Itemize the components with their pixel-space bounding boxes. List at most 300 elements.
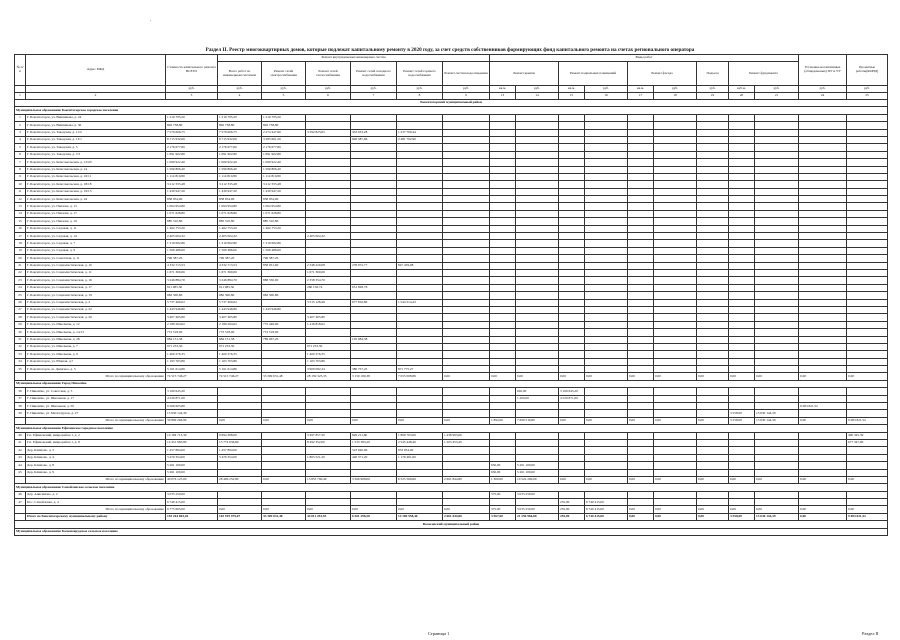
row-number: 9 bbox=[15, 173, 26, 180]
value-cell: 650,00 bbox=[490, 462, 516, 469]
value-cell bbox=[697, 114, 729, 121]
value-cell bbox=[397, 491, 443, 498]
address-cell: Г. Бокситогорск, ул. Павлова, д. 19 bbox=[26, 218, 166, 225]
address-cell: Итого по Бокситогорскому муниципальному району bbox=[26, 513, 166, 520]
value-cell bbox=[755, 454, 799, 461]
value-cell bbox=[490, 499, 516, 506]
value-cell bbox=[306, 136, 351, 143]
value-cell bbox=[443, 366, 490, 373]
address-cell: Г. Бокситогорск, ул. Вишнякова, д. 24 bbox=[26, 114, 166, 121]
address-cell: Г. Бокситогорск, ул. Комсомольская, д. 19/13 bbox=[26, 188, 166, 195]
value-cell: 3 212 335,48 bbox=[218, 181, 262, 188]
value-cell bbox=[628, 136, 654, 143]
value-cell bbox=[490, 439, 516, 446]
row-number: 8 bbox=[15, 166, 26, 173]
value-cell bbox=[628, 284, 654, 291]
value-cell: 0,00 bbox=[443, 373, 490, 380]
value-cell: 0,00 bbox=[654, 476, 697, 483]
table-row bbox=[15, 454, 888, 461]
value-cell bbox=[397, 196, 443, 203]
value-cell: 796 387,20 bbox=[218, 255, 262, 262]
value-cell: 0,00 bbox=[799, 417, 847, 424]
column-number-cell: 9 bbox=[443, 93, 490, 100]
table-row bbox=[15, 129, 888, 136]
value-cell: 1 114 810,80 bbox=[218, 173, 262, 180]
value-cell bbox=[490, 321, 516, 328]
value-cell: 10 522 200,00 bbox=[516, 476, 559, 483]
table-row bbox=[15, 299, 888, 306]
value-cell bbox=[516, 210, 559, 217]
value-cell bbox=[755, 122, 799, 129]
value-cell bbox=[585, 210, 628, 217]
value-cell: 858 954,00 bbox=[166, 196, 218, 203]
header-roof: Ремонт крыши bbox=[490, 62, 559, 86]
value-cell bbox=[799, 233, 847, 240]
value-cell bbox=[847, 255, 888, 262]
value-cell bbox=[654, 181, 697, 188]
value-cell bbox=[654, 151, 697, 158]
value-cell bbox=[697, 439, 729, 446]
value-cell bbox=[585, 462, 628, 469]
value-cell bbox=[654, 114, 697, 121]
value-cell: 0,00 bbox=[628, 476, 654, 483]
value-cell: 10 184 713,39 bbox=[166, 432, 218, 439]
value-cell bbox=[729, 491, 755, 498]
value-cell bbox=[755, 469, 799, 476]
value-cell bbox=[799, 240, 847, 247]
header-meters: Установка коллективных (общедомовых) ПУ и УУ bbox=[799, 55, 847, 86]
value-cell: 1 219 795,20 bbox=[218, 114, 262, 121]
value-cell: 1 400 276,35 bbox=[218, 351, 262, 358]
value-cell bbox=[729, 173, 755, 180]
value-cell bbox=[847, 329, 888, 336]
value-cell bbox=[262, 299, 306, 306]
value-cell: 1 569 486,00 bbox=[166, 247, 218, 254]
value-cell: 1 237 700,44 bbox=[397, 129, 443, 136]
value-cell bbox=[559, 203, 585, 210]
address-cell: Г. Бокситогорск, ул. Комсомольская, д. 13/20 bbox=[26, 159, 166, 166]
value-cell bbox=[306, 395, 351, 402]
value-cell: 3 407 465,80 bbox=[218, 314, 262, 321]
table-row bbox=[15, 151, 888, 158]
table-row bbox=[15, 122, 888, 129]
value-cell bbox=[755, 366, 799, 373]
value-cell bbox=[654, 218, 697, 225]
value-cell bbox=[755, 218, 799, 225]
value-cell bbox=[628, 166, 654, 173]
value-cell bbox=[697, 196, 729, 203]
value-cell: 74 515 746,27 bbox=[166, 373, 218, 380]
value-cell bbox=[306, 196, 351, 203]
value-cell bbox=[847, 284, 888, 291]
value-cell bbox=[443, 292, 490, 299]
value-cell bbox=[755, 329, 799, 336]
value-cell bbox=[628, 314, 654, 321]
unit-cell: руб. bbox=[516, 86, 559, 93]
value-cell bbox=[628, 366, 654, 373]
value-cell bbox=[262, 403, 306, 410]
value-cell bbox=[516, 262, 559, 269]
value-cell: 0,00 bbox=[847, 506, 888, 513]
value-cell bbox=[654, 403, 697, 410]
address-cell: Г. Бокситогорск, ул. Заводская, д. 7/2 bbox=[26, 151, 166, 158]
value-cell: 14 180 558,46 bbox=[397, 513, 443, 520]
section-row bbox=[15, 425, 888, 432]
table-row bbox=[15, 447, 888, 454]
value-cell: 33 309 031,48 bbox=[262, 373, 306, 380]
value-cell bbox=[755, 388, 799, 395]
value-cell: 1 060 922,40 bbox=[166, 159, 218, 166]
value-cell: 0,00 bbox=[490, 373, 516, 380]
value-cell: 772 518,00 bbox=[262, 329, 306, 336]
value-cell bbox=[847, 144, 888, 151]
row-number: 35 bbox=[15, 366, 26, 373]
table-row bbox=[15, 432, 888, 439]
table-row bbox=[15, 262, 888, 269]
table-row bbox=[15, 388, 888, 395]
value-cell: 871 775,27 bbox=[397, 366, 443, 373]
value-cell: 4 332 713,53 bbox=[218, 262, 262, 269]
unit-cell: руб. bbox=[654, 86, 697, 93]
value-cell bbox=[516, 284, 559, 291]
value-cell bbox=[729, 329, 755, 336]
column-number-cell: 19 bbox=[697, 93, 729, 100]
row-number: 10 bbox=[15, 181, 26, 188]
value-cell bbox=[729, 358, 755, 365]
value-cell: 6 740 415,00 bbox=[585, 499, 628, 506]
value-cell: 8 492 352,00 bbox=[306, 439, 351, 446]
value-cell bbox=[397, 247, 443, 254]
value-cell: 7 579 606,75 bbox=[218, 129, 262, 136]
value-cell bbox=[262, 462, 306, 469]
address-cell: Г. Бокситогорск, ул. Социалистическая, д. 26 bbox=[26, 314, 166, 321]
value-cell bbox=[654, 122, 697, 129]
value-cell bbox=[799, 262, 847, 269]
value-cell: 0,00 bbox=[729, 506, 755, 513]
value-cell: 0,00 bbox=[654, 506, 697, 513]
value-cell: 971 233,30 bbox=[218, 343, 262, 350]
value-cell bbox=[397, 151, 443, 158]
value-cell bbox=[443, 203, 490, 210]
value-cell: 30 899 266,99 bbox=[166, 417, 218, 424]
value-cell bbox=[654, 188, 697, 195]
value-cell: 3 035 250,00 bbox=[516, 491, 559, 498]
value-cell bbox=[490, 388, 516, 395]
value-cell bbox=[697, 388, 729, 395]
value-cell: 971 233,30 bbox=[306, 343, 351, 350]
value-cell: 1 569 486,00 bbox=[262, 247, 306, 254]
value-cell: 5 261 100,00 bbox=[166, 462, 218, 469]
value-cell bbox=[516, 439, 559, 446]
value-cell bbox=[559, 410, 585, 417]
value-cell bbox=[847, 203, 888, 210]
value-cell bbox=[443, 329, 490, 336]
value-cell bbox=[443, 129, 490, 136]
value-cell bbox=[654, 166, 697, 173]
value-cell bbox=[697, 218, 729, 225]
value-cell bbox=[559, 122, 585, 129]
value-cell: 0,00 bbox=[443, 506, 490, 513]
value-cell: 6 740 415,00 bbox=[166, 499, 218, 506]
value-cell: 40 076 125,00 bbox=[166, 476, 218, 483]
value-cell bbox=[490, 196, 516, 203]
value-cell bbox=[799, 343, 847, 350]
value-cell bbox=[397, 351, 443, 358]
value-cell bbox=[351, 269, 397, 276]
value-cell bbox=[755, 188, 799, 195]
value-cell: 858 051,60 bbox=[262, 262, 306, 269]
value-cell bbox=[755, 321, 799, 328]
value-cell bbox=[490, 269, 516, 276]
value-cell bbox=[490, 343, 516, 350]
value-cell: 1 892,00 bbox=[490, 417, 516, 424]
row-number: 16 bbox=[15, 225, 26, 232]
value-cell: 3 407 465,80 bbox=[306, 314, 351, 321]
value-cell bbox=[559, 233, 585, 240]
address-cell: Г. Бокситогорск, ул. Павлова, д. 17 bbox=[26, 210, 166, 217]
value-cell bbox=[799, 196, 847, 203]
value-cell: 971 233,30 bbox=[166, 343, 218, 350]
row-number: 30 bbox=[15, 329, 26, 336]
value-cell: 1 203 453,20 bbox=[443, 439, 490, 446]
section-row bbox=[15, 528, 888, 535]
value-cell bbox=[847, 462, 888, 469]
value-cell bbox=[729, 277, 755, 284]
value-cell bbox=[847, 225, 888, 232]
value-cell: 1 599 806,40 bbox=[262, 166, 306, 173]
value-cell: 1 599 806,40 bbox=[166, 166, 218, 173]
value-cell: 0,00 bbox=[697, 373, 729, 380]
value-cell bbox=[585, 233, 628, 240]
value-cell bbox=[516, 454, 559, 461]
value-cell bbox=[847, 166, 888, 173]
value-cell bbox=[654, 499, 697, 506]
value-cell bbox=[697, 299, 729, 306]
value-cell bbox=[697, 247, 729, 254]
value-cell bbox=[443, 159, 490, 166]
value-cell bbox=[628, 210, 654, 217]
value-cell bbox=[697, 358, 729, 365]
value-cell bbox=[755, 203, 799, 210]
header-basement: Ремонт подвальных помещений bbox=[559, 62, 628, 86]
value-cell: 255,00 bbox=[559, 513, 585, 520]
value-cell bbox=[799, 284, 847, 291]
value-cell: 1 114 810,80 bbox=[166, 173, 218, 180]
value-cell: 1 071 628,80 bbox=[262, 210, 306, 217]
value-cell bbox=[799, 188, 847, 195]
value-cell bbox=[755, 284, 799, 291]
value-cell bbox=[306, 225, 351, 232]
unit-cell: руб. bbox=[306, 86, 351, 93]
value-cell: 6 715 932,06 bbox=[218, 136, 262, 143]
table-row bbox=[15, 196, 888, 203]
value-cell bbox=[755, 351, 799, 358]
value-cell bbox=[628, 329, 654, 336]
value-cell bbox=[628, 395, 654, 402]
value-cell: 6 740 415,00 bbox=[585, 513, 628, 520]
value-cell bbox=[397, 395, 443, 402]
value-cell bbox=[654, 284, 697, 291]
value-cell: 1 443 946,80 bbox=[218, 306, 262, 313]
value-cell bbox=[443, 255, 490, 262]
value-cell bbox=[654, 292, 697, 299]
value-cell: 440 371,20 bbox=[351, 454, 397, 461]
district-title: Волосовский муниципальный район bbox=[15, 521, 888, 528]
value-cell: 1 869 703,60 bbox=[397, 432, 443, 439]
value-cell bbox=[397, 159, 443, 166]
value-cell bbox=[351, 196, 397, 203]
value-cell bbox=[697, 351, 729, 358]
value-cell bbox=[490, 447, 516, 454]
value-cell bbox=[516, 343, 559, 350]
value-cell bbox=[351, 181, 397, 188]
value-cell bbox=[443, 454, 490, 461]
row-number: 6 bbox=[15, 151, 26, 158]
value-cell: 3 592 823,65 bbox=[306, 129, 351, 136]
value-cell bbox=[729, 136, 755, 143]
value-cell bbox=[397, 321, 443, 328]
value-cell bbox=[516, 181, 559, 188]
unit-cell: руб. bbox=[218, 86, 262, 93]
value-cell bbox=[799, 166, 847, 173]
value-cell bbox=[397, 218, 443, 225]
value-cell bbox=[729, 129, 755, 136]
value-cell bbox=[443, 462, 490, 469]
unit-cell: кв.м. bbox=[490, 86, 516, 93]
value-cell bbox=[654, 336, 697, 343]
table-row bbox=[15, 181, 888, 188]
value-cell bbox=[799, 269, 847, 276]
row-number: 32 bbox=[15, 343, 26, 350]
value-cell: 796 387,20 bbox=[262, 255, 306, 262]
row-number bbox=[15, 417, 26, 424]
column-number-cell: 18 bbox=[654, 93, 697, 100]
row-number: 4 bbox=[15, 136, 26, 143]
value-cell bbox=[697, 255, 729, 262]
value-cell bbox=[443, 403, 490, 410]
value-cell bbox=[490, 233, 516, 240]
value-cell: 885 310,80 bbox=[218, 218, 262, 225]
value-cell bbox=[799, 314, 847, 321]
table-row bbox=[15, 284, 888, 291]
value-cell bbox=[559, 262, 585, 269]
value-cell bbox=[628, 462, 654, 469]
value-cell bbox=[585, 247, 628, 254]
value-cell bbox=[847, 469, 888, 476]
value-cell: 1 691 902,80 bbox=[166, 151, 218, 158]
value-cell bbox=[516, 247, 559, 254]
value-cell bbox=[559, 225, 585, 232]
value-cell bbox=[585, 410, 628, 417]
value-cell: 1 163 763,86 bbox=[306, 358, 351, 365]
address-cell: Г.п. Ефимовский, микрорайон 1, д. 2 bbox=[26, 432, 166, 439]
address-cell: Г. Бокситогорск, ул. Комсомольская, д. 16/11 bbox=[26, 173, 166, 180]
value-cell bbox=[306, 122, 351, 129]
value-cell: 255,00 bbox=[559, 499, 585, 506]
value-cell bbox=[262, 410, 306, 417]
value-cell bbox=[799, 173, 847, 180]
value-cell bbox=[799, 447, 847, 454]
value-cell: 0,00 bbox=[799, 373, 847, 380]
value-cell bbox=[443, 447, 490, 454]
value-cell bbox=[628, 255, 654, 262]
value-cell bbox=[755, 336, 799, 343]
value-cell: 3 285 661,20 bbox=[262, 136, 306, 143]
value-cell bbox=[443, 336, 490, 343]
table-row bbox=[15, 306, 888, 313]
value-cell bbox=[490, 314, 516, 321]
value-cell bbox=[755, 314, 799, 321]
value-cell: 1 457 894,00 bbox=[166, 447, 218, 454]
value-cell: 982 300,80 bbox=[262, 292, 306, 299]
value-cell bbox=[585, 225, 628, 232]
value-cell bbox=[559, 462, 585, 469]
value-cell: 1 544 514,43 bbox=[397, 299, 443, 306]
value-cell bbox=[729, 233, 755, 240]
value-cell bbox=[306, 469, 351, 476]
value-cell bbox=[516, 166, 559, 173]
value-cell: 0,00 bbox=[799, 506, 847, 513]
value-cell bbox=[585, 447, 628, 454]
value-cell: 9 694 368,00 bbox=[218, 432, 262, 439]
value-cell bbox=[443, 144, 490, 151]
value-cell: 2 358 354,70 bbox=[306, 277, 351, 284]
value-cell bbox=[799, 462, 847, 469]
value-cell: 6 561 298,28 bbox=[351, 513, 397, 520]
value-cell bbox=[516, 321, 559, 328]
column-number-cell: 21 bbox=[755, 93, 799, 100]
value-cell bbox=[351, 218, 397, 225]
row-number: 23 bbox=[15, 277, 26, 284]
value-cell bbox=[697, 343, 729, 350]
table-row bbox=[15, 233, 888, 240]
value-cell bbox=[351, 306, 397, 313]
value-cell bbox=[654, 395, 697, 402]
value-cell bbox=[559, 255, 585, 262]
table-row bbox=[15, 277, 888, 284]
table-row bbox=[15, 351, 888, 358]
value-cell bbox=[443, 218, 490, 225]
value-cell bbox=[729, 388, 755, 395]
value-cell bbox=[306, 306, 351, 313]
value-cell bbox=[755, 277, 799, 284]
header-facade: Ремонт фасада bbox=[628, 62, 697, 86]
value-cell: 0,00 bbox=[218, 417, 262, 424]
value-cell bbox=[262, 469, 306, 476]
value-cell bbox=[654, 196, 697, 203]
value-cell bbox=[799, 491, 847, 498]
value-cell: 3 246 884,70 bbox=[218, 277, 262, 284]
value-cell: 1 671 360,06 bbox=[218, 269, 262, 276]
section-row bbox=[15, 107, 888, 114]
header-entrance: Подъезд bbox=[697, 62, 729, 86]
value-cell bbox=[755, 499, 799, 506]
column-number-cell: 25 bbox=[847, 93, 888, 100]
address-cell: Дер. Климово, д. 9 bbox=[26, 469, 166, 476]
value-cell bbox=[847, 269, 888, 276]
table-row bbox=[15, 247, 888, 254]
value-cell: 2 481 702,90 bbox=[397, 136, 443, 143]
table-row bbox=[15, 114, 888, 121]
value-cell bbox=[218, 462, 262, 469]
value-cell: 1 064 954,80 bbox=[262, 203, 306, 210]
value-cell: 6 715 932,06 bbox=[166, 136, 218, 143]
value-cell: 5 737 460,02 bbox=[218, 299, 262, 306]
value-cell bbox=[443, 499, 490, 506]
value-cell bbox=[443, 388, 490, 395]
address-cell: Итого по муниципальному образованию bbox=[26, 373, 166, 380]
value-cell bbox=[755, 269, 799, 276]
